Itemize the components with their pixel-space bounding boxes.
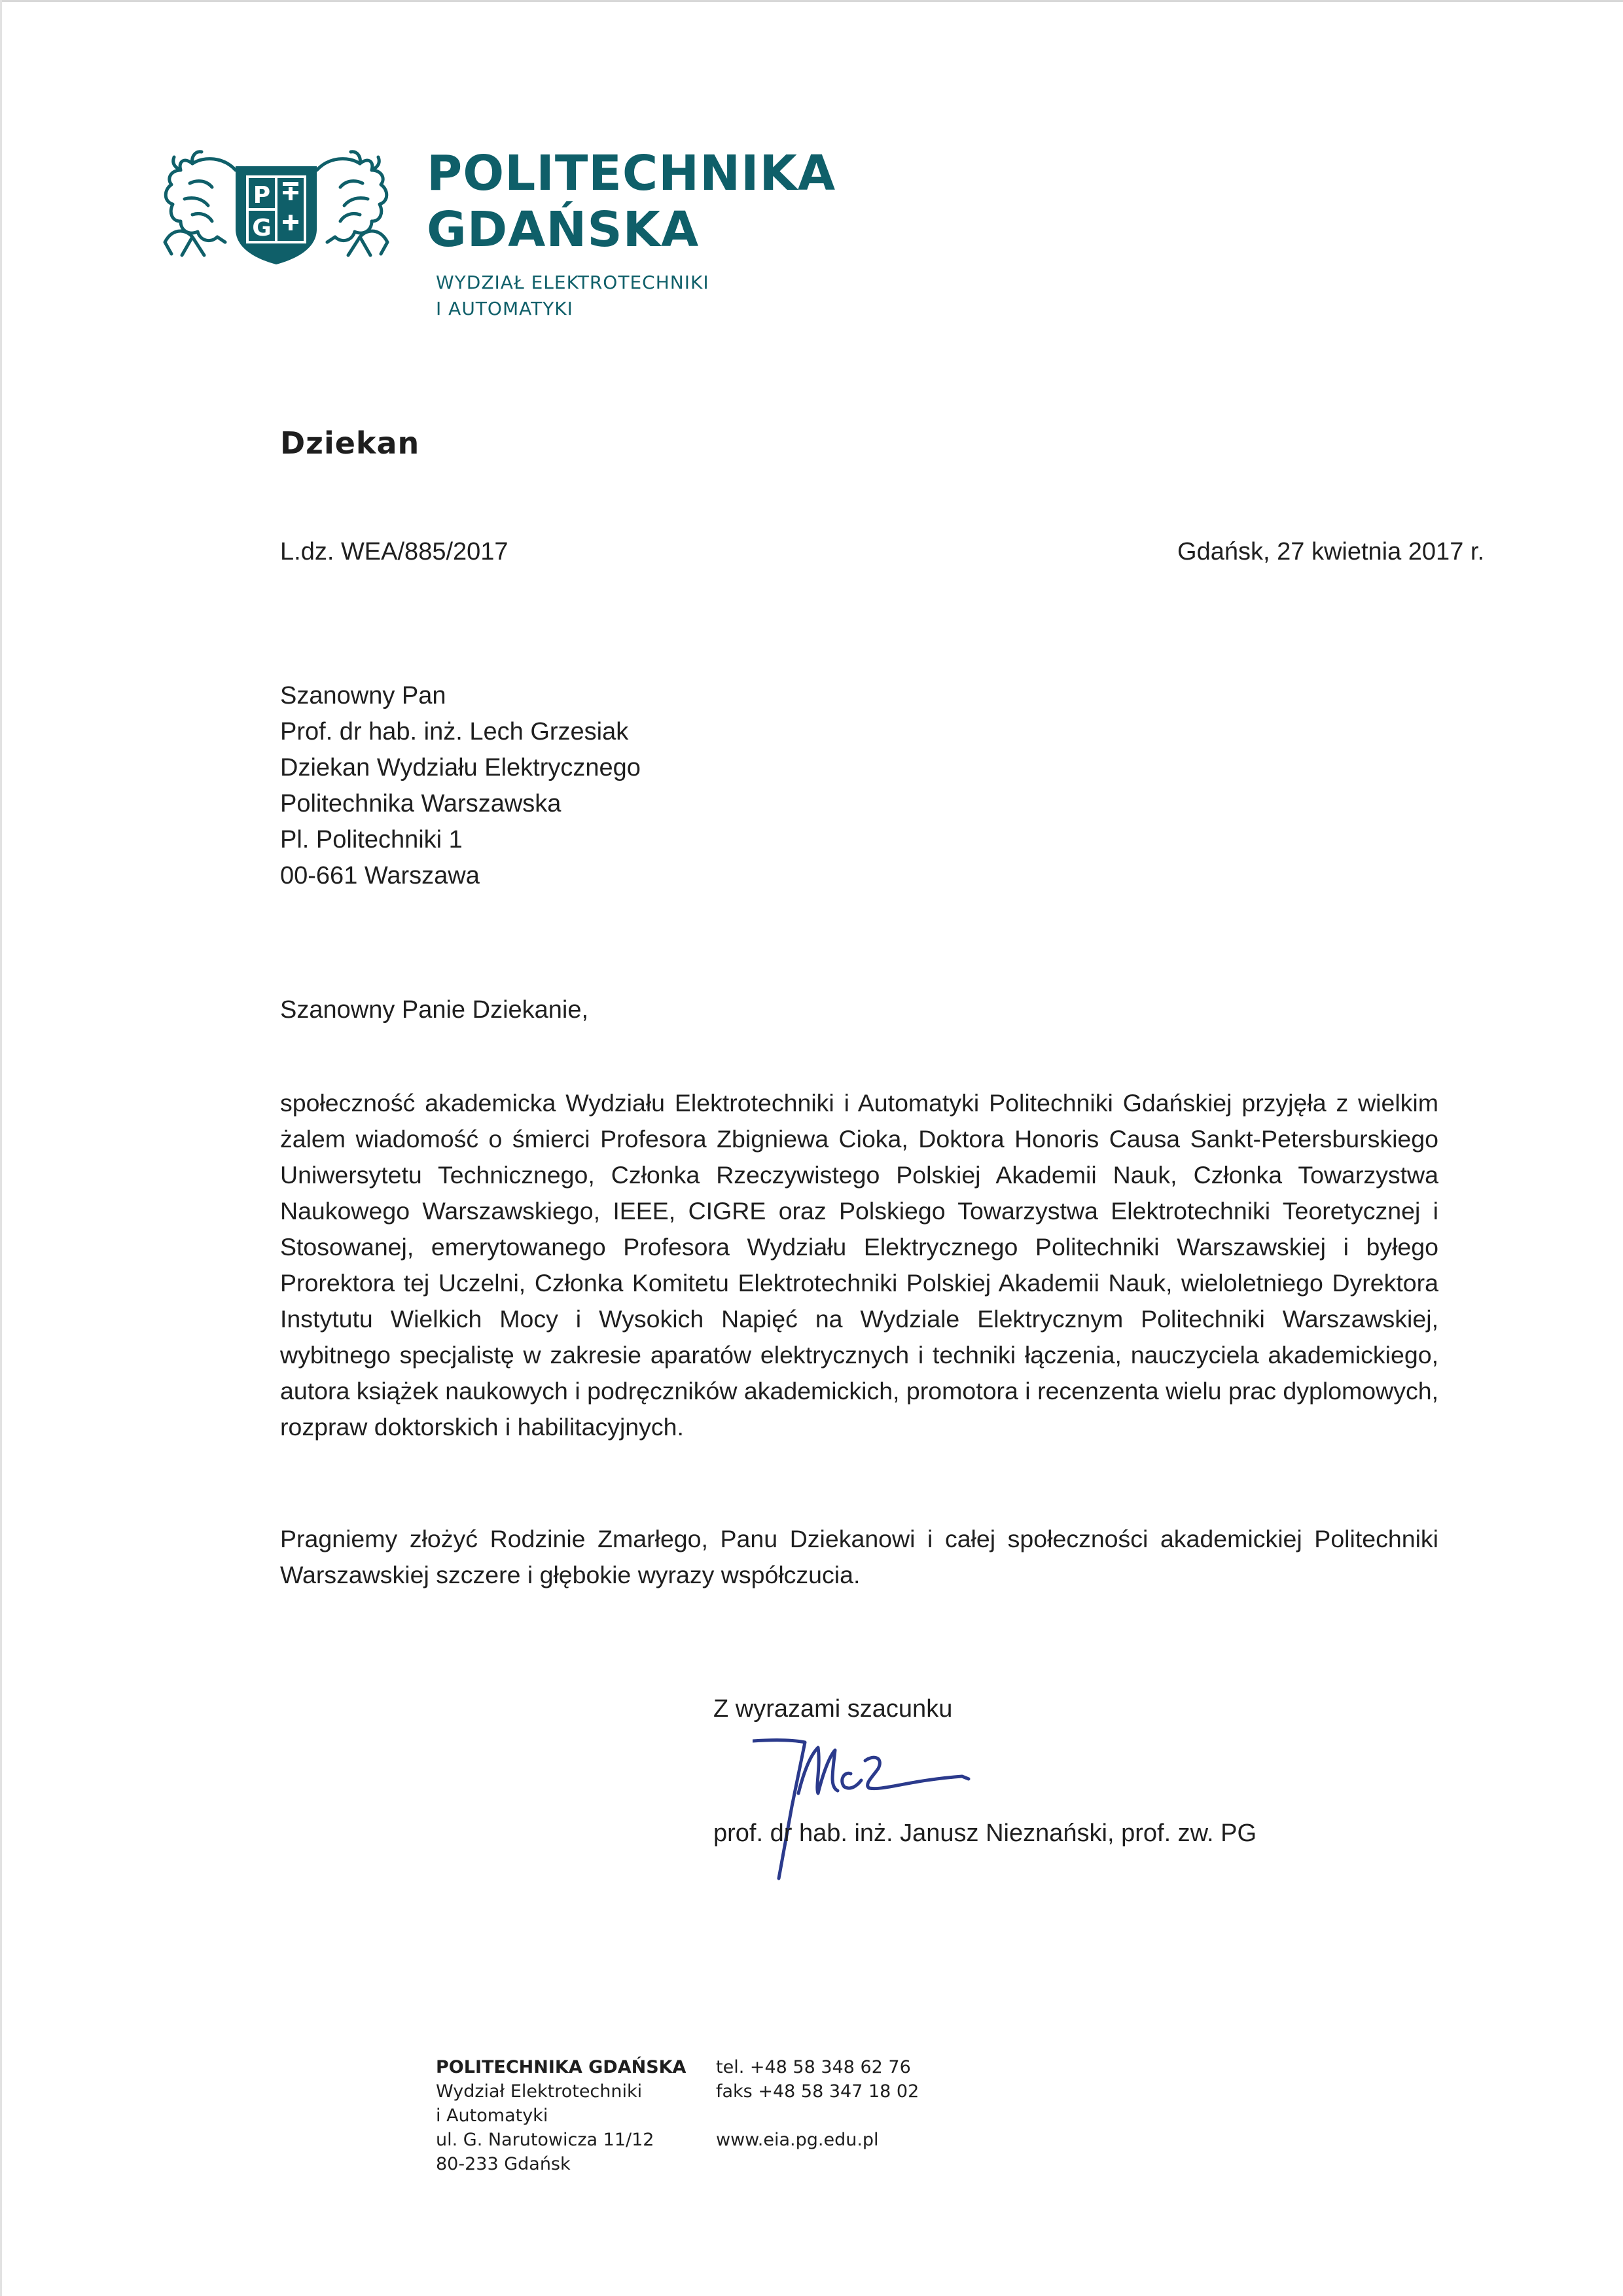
faculty-name-line2: I AUTOMATYKI xyxy=(436,298,573,319)
addressee-line: Pl. Politechniki 1 xyxy=(280,826,463,853)
letter-date: Gdańsk, 27 kwietnia 2017 r. xyxy=(1177,538,1484,565)
body-paragraph-1: społeczność akademicka Wydziału Elektrotechniki i Automatyki Politechniki Gdańskiej przyjęła z wielkim żalem wiadomość o śmierci Profesora Zbigniewa Cioka, Doktora Honoris Causa Sankt-Petersburskiego Uniwersytetu Technicznego, Członka Rzeczywistego Polskiej Akademii Nauk, Członka Towarzystwa Naukowego Warszawskiego, IEEE, CIGRE oraz Polskiego Towarzystwa Elektrotechniki Teoretycznej i Stosowanej, emerytowanego Profesora Wydziału Elektrycznego Politechniki Warszawskiej i byłego Prorektora tej Uczelni, Członka Komitetu Elektrotechniki Polskiej Akademii Nauk, wieloletniego Dyrektora Instytutu Wielkich Mocy i Wysokich Napięć na Wydziale Elektrycznym Politechniki Warszawskiej, wybitnego specjalistę w zakresie aparatów elektrycznych i techniki łączenia, nauczyciela akademickiego, autora książek naukowych i podręczników akademickich, promotora i recenzenta wielu prac dyplomowych, rozpraw doktorskich i habilitacyjnych. xyxy=(280,1089,1438,1441)
handwritten-signature xyxy=(753,1728,1001,1892)
footer-address xyxy=(436,2055,686,2176)
footer-address-line: Wydział Elektrotechniki xyxy=(436,2081,643,2102)
page-edge-top xyxy=(0,0,1623,2)
body-paragraph-2: Pragniemy złożyć Rodzinie Zmarłego, Panu Dziekanowi i całej społeczności akademickiej Politechniki Warszawskiej szczere i głębokie wyrazy współczucia. xyxy=(280,1525,1438,1588)
footer-contact xyxy=(716,2055,919,2152)
addressee-block xyxy=(280,678,641,894)
university-name-line2: GDAŃSKA xyxy=(427,202,700,258)
footer-address-line: i Automatyki xyxy=(436,2106,548,2126)
page-edge-left xyxy=(0,0,2,2296)
footer-tel: tel. +48 58 348 62 76 xyxy=(716,2057,911,2077)
university-name xyxy=(427,145,836,258)
addressee-line: Politechnika Warszawska xyxy=(280,790,562,817)
logo-letter-g: G xyxy=(252,215,272,242)
faculty-name xyxy=(436,270,709,322)
closing-phrase: Z wyrazami szacunku xyxy=(713,1695,953,1723)
addressee-line: Prof. dr hab. inż. Lech Grzesiak xyxy=(280,718,629,745)
footer-website-link[interactable]: www.eia.pg.edu.pl xyxy=(716,2130,879,2150)
footer-address-line: 80-233 Gdańsk xyxy=(436,2154,571,2174)
salutation: Szanowny Panie Dziekanie, xyxy=(280,996,589,1024)
university-logo-icon xyxy=(152,144,401,268)
footer-org: POLITECHNIKA GDAŃSKA xyxy=(436,2057,687,2077)
addressee-line: 00-661 Warszawa xyxy=(280,862,480,889)
addressee-line: Dziekan Wydziału Elektrycznego xyxy=(280,754,641,781)
reference-number: L.dz. WEA/885/2017 xyxy=(280,538,508,565)
university-name-line1: POLITECHNIKA xyxy=(427,145,836,202)
addressee-line: Szanowny Pan xyxy=(280,682,446,709)
logo-letter-p: P xyxy=(253,182,271,209)
footer-fax: faks +48 58 347 18 02 xyxy=(716,2081,919,2102)
footer-address-line: ul. G. Narutowicza 11/12 xyxy=(436,2130,654,2150)
faculty-name-line1: WYDZIAŁ ELEKTROTECHNIKI xyxy=(436,272,709,293)
signatory-name: prof. dr hab. inż. Janusz Nieznański, prof. zw. PG xyxy=(713,1820,1257,1847)
sender-title: Dziekan xyxy=(280,425,420,461)
